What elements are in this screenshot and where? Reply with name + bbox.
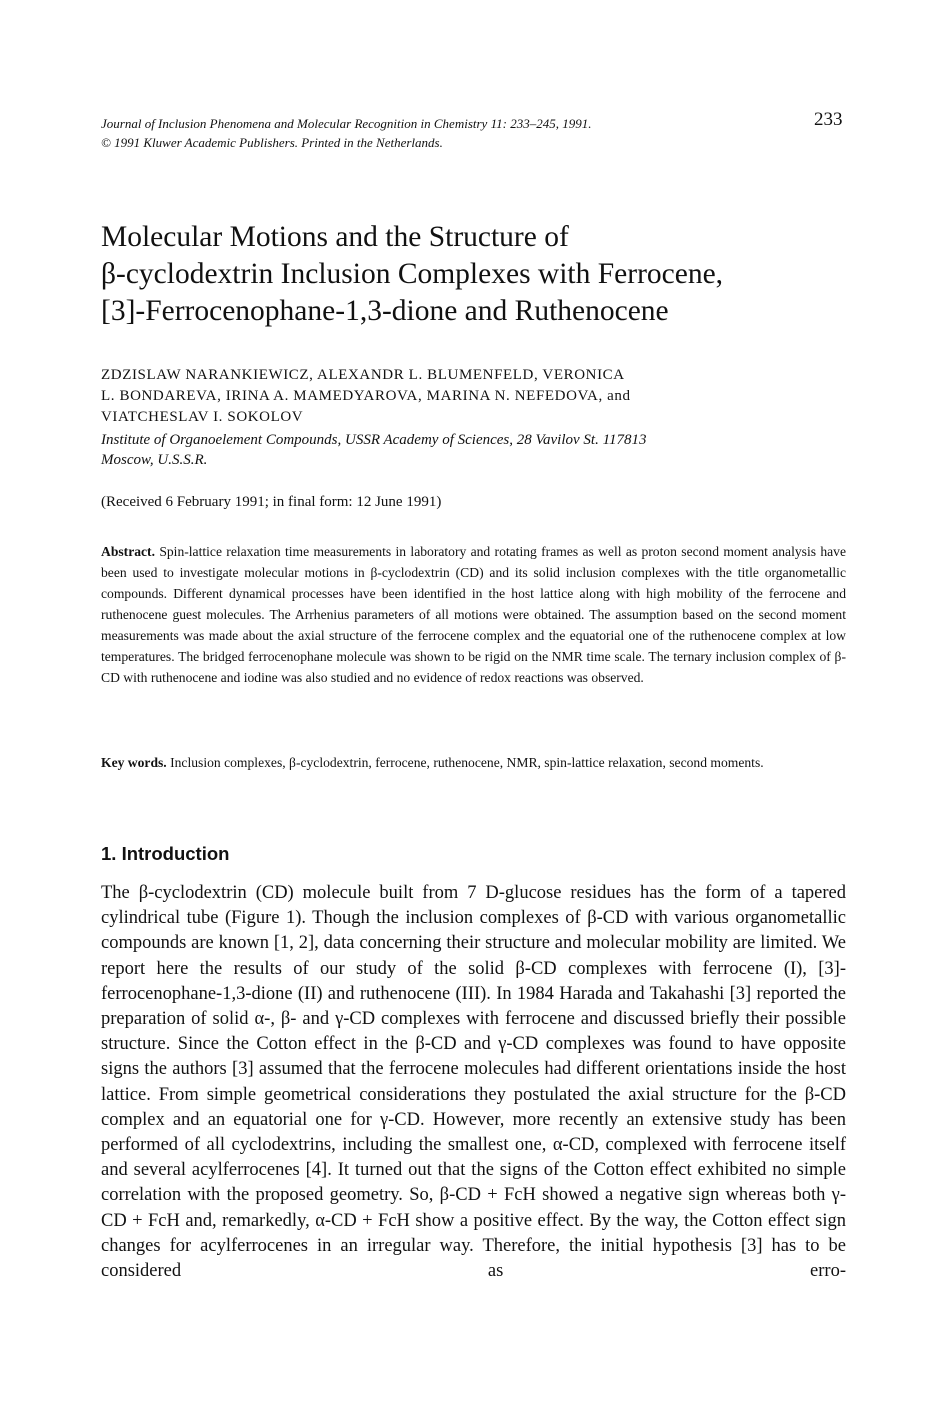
keywords-text: Inclusion complexes, β-cyclodextrin, ferrocene, ruthenocene, NMR, spin-lattice relaxation, second moments. [170, 755, 764, 770]
keywords [101, 752, 846, 773]
affiliation [101, 430, 861, 470]
copyright-line: © 1991 Kluwer Academic Publishers. Printed in the Netherlands. [101, 135, 443, 150]
page-number: 233 [814, 109, 843, 130]
title-line: β-cyclodextrin Inclusion Complexes with Ferrocene, [101, 258, 724, 290]
journal-header [101, 114, 741, 152]
author-line: VIATCHESLAV I. SOKOLOV [101, 409, 304, 425]
affiliation-line: Institute of Organoelement Compounds, USSR Academy of Sciences, 28 Vavilov St. 117813 [101, 432, 647, 448]
paper-title [101, 219, 861, 330]
abstract-label: Abstract. [101, 544, 155, 559]
abstract [101, 541, 846, 688]
section-heading: 1. Introduction [101, 843, 230, 864]
abstract-text: Spin-lattice relaxation time measurements in laboratory and rotating frames as well as proton second moment analysis have been used to investigate molecular motions in β-cyclodextrin (CD) and its solid inclusion complexes with the title organometallic compounds. Different dynamical processes have been identified in the host lattice along with high mobility of the ferrocene and ruthenocene guest molecules. The Arrhenius parameters of all motions were obtained. The assumption based on the second moment measurements was made about the axial structure of the ferrocene complex and the equatorial one of the ruthenocene complex at low temperatures. The bridged ferrocenophane molecule was shown to be rigid on the NMR time scale. The ternary inclusion complex of β-CD with ruthenocene and iodine was also studied and no evidence of redox reactions was observed. [101, 544, 846, 685]
affiliation-line: Moscow, U.S.S.R. [101, 452, 208, 468]
received-dates: (Received 6 February 1991; in final form: 12 June 1991) [101, 494, 442, 510]
title-line: [3]-Ferrocenophane-1,3-dione and Ruthenocene [101, 295, 669, 327]
title-line: Molecular Motions and the Structure of [101, 221, 569, 253]
keywords-label: Key words. [101, 755, 167, 770]
introduction-paragraph: The β-cyclodextrin (CD) molecule built from 7 D-glucose residues has the form of a tapered cylindrical tube (Figure 1). Though the inclusion complexes of β-CD with various organometallic compounds are known [1, 2], data concerning their structure and molecular mobility are limited. We report here the results of our study of the solid β-CD complexes with ferrocene (I), [3]-ferrocenophane-1,3-dione (II) and ruthenocene (III). In 1984 Harada and Takahashi [3] reported the preparation of solid α-, β- and γ-CD complexes with ferrocene and discussed briefly their possible structure. Since the Cotton effect in the β-CD and γ-CD complexes was found to have opposite signs the authors [3] assumed that the ferrocene molecules had different orientations inside the host lattice. From simple geometrical considerations they postulated the axial structure for the β-CD complex and an equatorial one for γ-CD. However, more recently an extensive study has been performed of all cyclodextrins, including the smallest one, α-CD, complexed with ferrocene itself and several acylferrocenes [4]. It turned out that the signs of the Cotton effect exhibited no simple correlation with the proposed geometry. So, β-CD + FcH showed a negative sign whereas both γ-CD + FcH and, remarkedly, α-CD + FcH show a positive effect. By the way, the Cotton effect sign changes for acylferrocenes in an irregular way. Therefore, the initial hypothesis [3] has to be considered as erro- [101, 883, 846, 1282]
author-list [101, 365, 861, 428]
author-line: ZDZISLAW NARANKIEWICZ, ALEXANDR L. BLUMENFELD, VERONICA [101, 367, 625, 383]
journal-citation: Journal of Inclusion Phenomena and Molecular Recognition in Chemistry 11: 233–245, 1991. [101, 116, 592, 131]
author-line: L. BONDAREVA, IRINA A. MAMEDYAROVA, MARINA N. NEFEDOVA, and [101, 388, 631, 404]
